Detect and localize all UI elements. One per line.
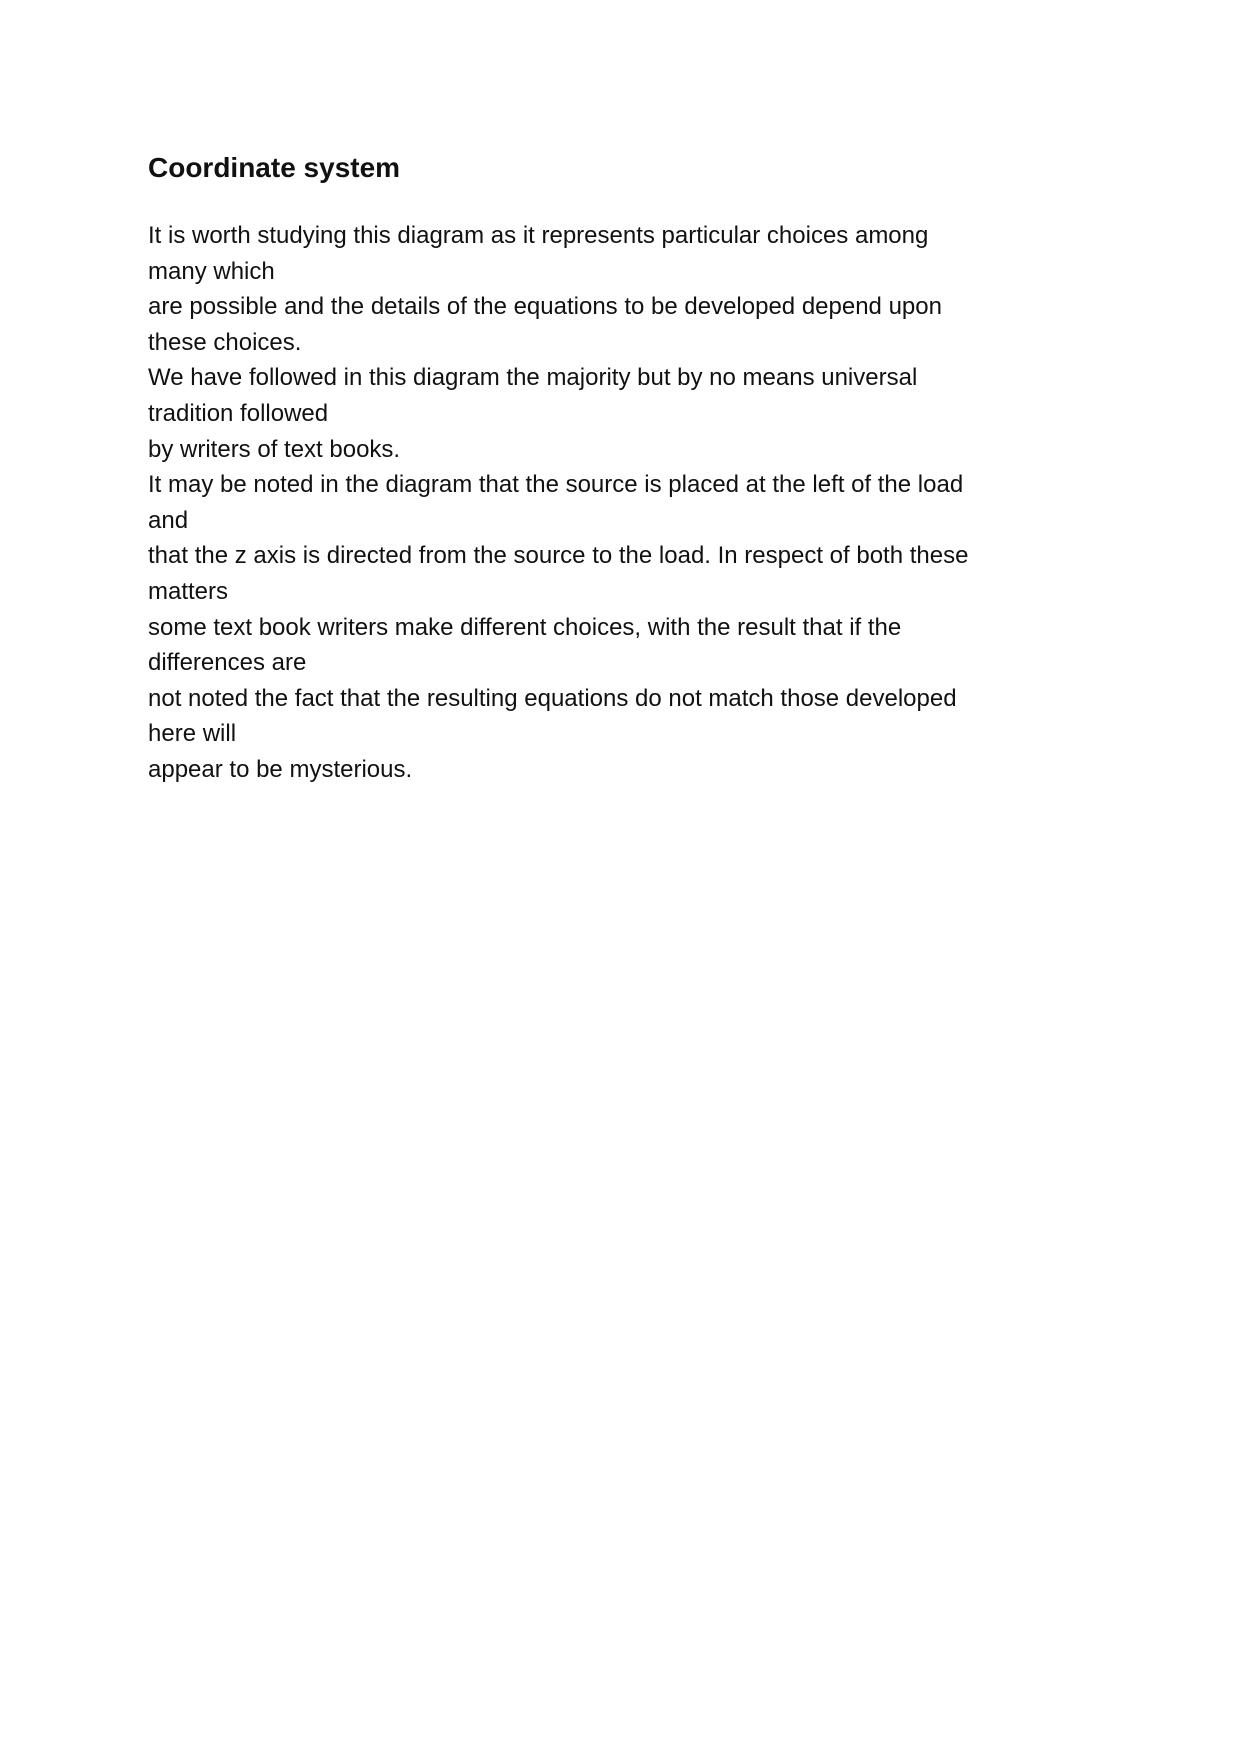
text-line: tradition followed: [148, 399, 329, 427]
text-line: and: [148, 506, 189, 534]
text-line: by writers of text books.: [148, 435, 401, 463]
text-line: many which: [148, 257, 275, 285]
text-line: not noted the fact that the resulting equations do not match those developed: [148, 684, 957, 712]
text-line: these choices.: [148, 328, 302, 356]
text-line: some text book writers make different choices, with the result that if the: [148, 613, 902, 641]
text-line: differences are: [148, 649, 307, 677]
page-title: Coordinate system: [148, 152, 401, 183]
page-content: [148, 148, 1088, 788]
body-text: [148, 218, 1088, 788]
text-line: It may be noted in the diagram that the source is placed at the left of the load: [148, 471, 964, 499]
text-line: matters: [148, 577, 229, 605]
text-line: appear to be mysterious.: [148, 755, 413, 783]
text-line: We have followed in this diagram the majority but by no means universal: [148, 364, 918, 392]
text-line: are possible and the details of the equations to be developed depend upon: [148, 293, 942, 321]
text-line: that the z axis is directed from the source to the load. In respect of both these: [148, 542, 969, 570]
text-line: It is worth studying this diagram as it represents particular choices among: [148, 222, 929, 249]
text-line: here will: [148, 720, 237, 748]
